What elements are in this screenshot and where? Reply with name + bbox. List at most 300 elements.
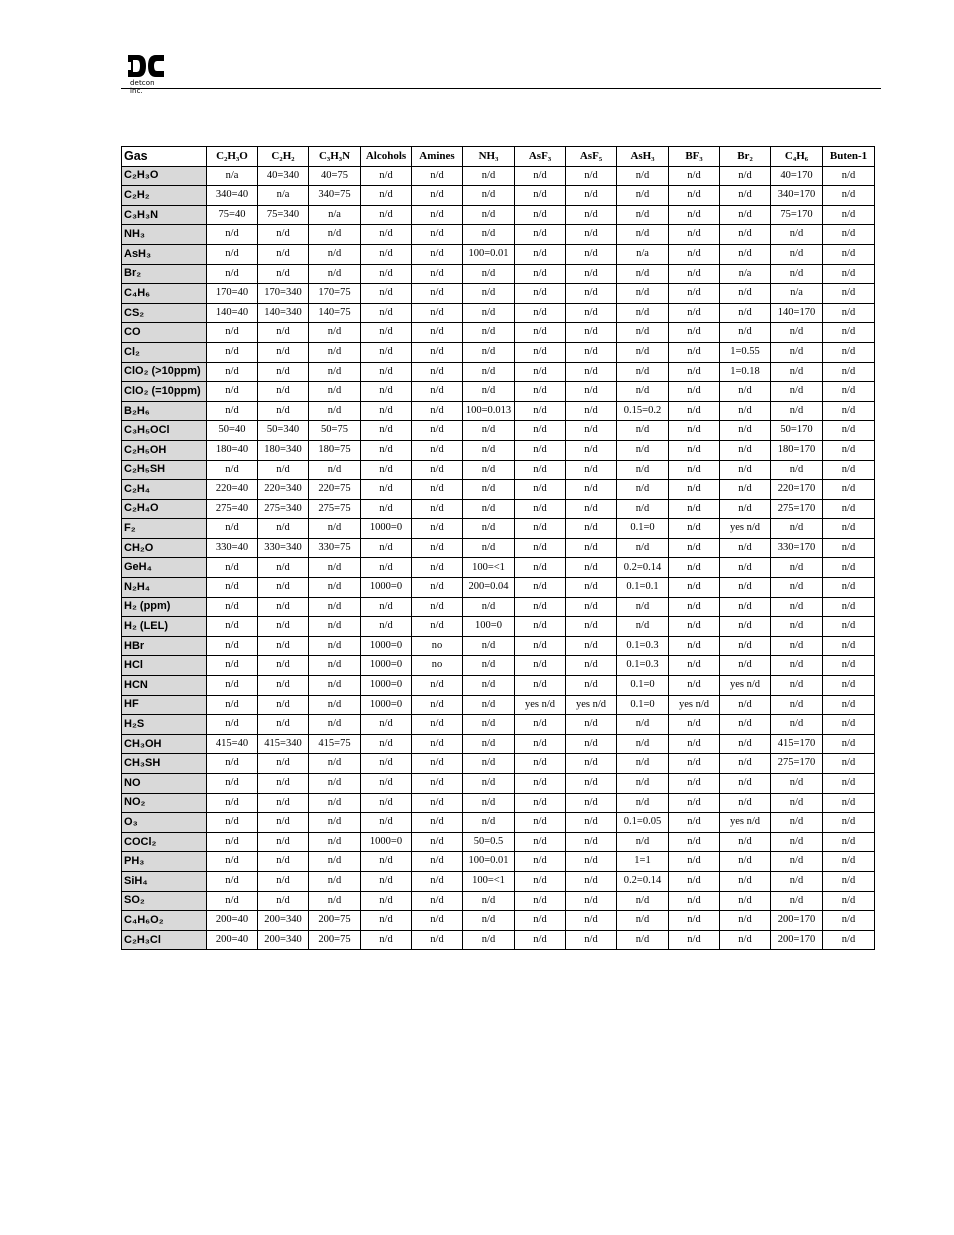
table-cell: n/d [309,871,361,891]
table-cell: n/d [515,186,566,206]
table-cell: n/a [309,205,361,225]
table-cell: 180=40 [207,440,258,460]
table-cell: n/d [823,440,875,460]
table-cell: n/d [361,244,412,264]
table-cell: n/d [207,695,258,715]
table-cell: n/d [823,852,875,872]
table-cell: n/d [823,636,875,656]
table-cell: n/d [515,754,566,774]
table-cell: n/d [463,342,515,362]
table-cell: 140=40 [207,303,258,323]
table-cell: 1=0.55 [720,342,771,362]
table-cell: n/d [258,578,309,598]
table-cell: n/d [720,597,771,617]
gas-name-cell: CH₃OH [122,734,207,754]
table-row [122,617,875,637]
table-cell: 0.1=0.05 [617,813,669,833]
table-cell: n/d [309,264,361,284]
table-cell: n/d [258,793,309,813]
column-header: Amines [412,147,463,167]
gas-name-cell: C₂H₃Cl [122,930,207,950]
table-cell: n/d [361,813,412,833]
table-cell: 0.1=0.3 [617,636,669,656]
column-header: NH₃ [463,147,515,167]
table-cell: n/d [669,871,720,891]
table-cell: n/d [412,323,463,343]
gas-name-cell: C₂H₂ [122,186,207,206]
table-cell: 100=<1 [463,558,515,578]
table-cell: n/d [515,911,566,931]
table-cell: n/d [412,205,463,225]
table-cell: n/d [823,695,875,715]
gas-name-cell: C₂H₅SH [122,460,207,480]
table-cell: n/d [258,636,309,656]
table-cell: n/d [463,225,515,245]
table-cell: n/d [258,401,309,421]
gas-name-cell: Br₂ [122,264,207,284]
table-cell: n/d [361,225,412,245]
gas-name-cell: C₃H₅OCl [122,421,207,441]
table-row [122,832,875,852]
table-cell: n/d [669,205,720,225]
table-cell: n/d [361,480,412,500]
table-cell: 330=340 [258,538,309,558]
table-cell: n/d [771,813,823,833]
table-cell: 415=170 [771,734,823,754]
gas-name-cell: PH₃ [122,852,207,872]
table-cell: n/d [823,597,875,617]
table-cell: n/d [617,362,669,382]
table-cell: 170=40 [207,284,258,304]
table-cell: n/d [207,832,258,852]
gas-name-cell: H₂ (LEL) [122,617,207,637]
table-cell: n/d [669,558,720,578]
table-cell: n/d [771,774,823,794]
table-cell: n/d [566,754,617,774]
table-cell: n/d [361,186,412,206]
table-cell: n/d [463,303,515,323]
table-cell: n/d [617,225,669,245]
table-cell: n/d [309,597,361,617]
table-cell: 40=75 [309,166,361,186]
table-cell: n/d [412,832,463,852]
table-cell: n/d [823,754,875,774]
table-cell: n/d [669,676,720,696]
table-cell: 0.1=0.3 [617,656,669,676]
table-cell: n/d [720,186,771,206]
table-cell: 40=170 [771,166,823,186]
table-cell: yes n/d [720,813,771,833]
table-cell: 200=340 [258,911,309,931]
table-cell: n/d [669,538,720,558]
table-cell: n/d [823,617,875,637]
table-cell: n/d [617,264,669,284]
table-cell: n/d [823,499,875,519]
table-cell: n/d [617,382,669,402]
table-cell: n/d [771,460,823,480]
table-cell: n/d [720,852,771,872]
table-cell: n/d [771,891,823,911]
table-cell: n/d [258,264,309,284]
table-cell: n/d [309,460,361,480]
table-cell: 1000=0 [361,676,412,696]
table-cell: n/d [309,676,361,696]
table-row [122,891,875,911]
cross-sensitivity-table [121,146,875,950]
gas-name-cell: H₂S [122,715,207,735]
gas-name-cell: CH₃SH [122,754,207,774]
table-cell: n/d [207,323,258,343]
table-cell: n/d [463,362,515,382]
table-cell: 1000=0 [361,832,412,852]
table-cell: 170=75 [309,284,361,304]
table-cell: n/d [309,754,361,774]
table-cell: n/d [669,323,720,343]
table-cell: n/d [771,401,823,421]
table-row [122,558,875,578]
table-row [122,284,875,304]
table-cell: 0.2=0.14 [617,871,669,891]
table-cell: 1000=0 [361,519,412,539]
table-cell: n/d [309,617,361,637]
gas-name-cell: CH₂O [122,538,207,558]
table-cell: n/d [720,617,771,637]
table-cell: n/d [566,558,617,578]
table-row [122,538,875,558]
gas-name-cell: SiH₄ [122,871,207,891]
table-cell: 100=0.01 [463,852,515,872]
table-cell: n/d [566,813,617,833]
table-cell: n/d [720,323,771,343]
table-cell: n/d [361,421,412,441]
table-cell: n/d [566,597,617,617]
table-row [122,440,875,460]
table-row [122,695,875,715]
column-header: BF₃ [669,147,720,167]
table-cell: n/d [515,460,566,480]
table-cell: n/d [412,284,463,304]
table-row [122,401,875,421]
table-cell: n/d [361,460,412,480]
gas-name-cell: C₂H₃O [122,166,207,186]
table-cell: 180=170 [771,440,823,460]
table-cell: 200=340 [258,930,309,950]
table-cell: n/d [207,362,258,382]
table-row [122,871,875,891]
table-cell: 330=75 [309,538,361,558]
table-cell: n/d [669,793,720,813]
table-cell: n/d [720,930,771,950]
table-row [122,166,875,186]
table-cell: n/d [566,480,617,500]
table-cell: n/d [771,715,823,735]
table-row [122,382,875,402]
table-cell: n/d [412,597,463,617]
table-cell: n/d [412,303,463,323]
table-cell: n/d [207,617,258,637]
table-cell: yes n/d [669,695,720,715]
table-cell: n/d [823,558,875,578]
table-cell: n/d [463,323,515,343]
table-cell: n/d [566,342,617,362]
table-cell: 75=340 [258,205,309,225]
table-cell: n/d [361,774,412,794]
table-cell: n/d [412,911,463,931]
table-cell: n/d [617,793,669,813]
table-cell: n/d [669,715,720,735]
table-row [122,225,875,245]
table-cell: 100=0.013 [463,401,515,421]
table-row [122,244,875,264]
table-cell: n/d [361,538,412,558]
table-cell: n/d [566,774,617,794]
table-cell: n/d [669,499,720,519]
table-cell: n/d [258,323,309,343]
table-cell: n/d [669,656,720,676]
gas-name-cell: SO₂ [122,891,207,911]
table-cell: n/d [669,362,720,382]
table-cell: n/d [361,362,412,382]
table-cell: n/d [669,813,720,833]
table-cell: 340=75 [309,186,361,206]
table-cell: n/d [823,774,875,794]
table-cell: n/d [463,911,515,931]
table-cell: n/d [515,284,566,304]
gas-name-cell: HF [122,695,207,715]
table-cell: n/d [669,225,720,245]
table-cell: n/d [823,930,875,950]
table-cell: n/d [309,656,361,676]
table-cell: n/d [669,303,720,323]
table-cell: n/d [617,499,669,519]
table-cell: n/d [258,695,309,715]
table-cell: n/d [823,382,875,402]
table-cell: n/d [361,382,412,402]
table-cell: n/d [771,323,823,343]
table-row [122,676,875,696]
table-row [122,186,875,206]
table-cell: n/d [515,225,566,245]
table-cell: 0.1=0 [617,519,669,539]
table-cell: n/d [617,930,669,950]
table-cell: n/d [412,225,463,245]
table-row [122,421,875,441]
table-cell: n/d [669,734,720,754]
table-cell: n/d [207,401,258,421]
table-cell: n/d [361,440,412,460]
table-cell: n/d [207,871,258,891]
table-cell: n/d [669,930,720,950]
table-cell: n/d [412,813,463,833]
table-cell: n/d [617,166,669,186]
table-cell: n/d [258,754,309,774]
table-cell: n/d [669,421,720,441]
table-cell: n/d [617,891,669,911]
table-cell: n/d [207,676,258,696]
table-cell: n/d [463,597,515,617]
gas-name-cell: F₂ [122,519,207,539]
table-cell: 200=170 [771,930,823,950]
page-header [121,52,881,95]
table-cell: 180=340 [258,440,309,460]
table-cell: n/d [720,636,771,656]
table-cell: n/d [771,852,823,872]
table-cell: n/d [669,519,720,539]
table-row [122,774,875,794]
table-cell: n/d [823,832,875,852]
table-cell: n/d [258,597,309,617]
table-cell: n/d [720,421,771,441]
table-cell: n/d [566,715,617,735]
table-cell: n/d [720,284,771,304]
table-cell: n/d [617,538,669,558]
table-cell: n/d [515,656,566,676]
table-cell: n/d [771,636,823,656]
table-cell: n/d [617,460,669,480]
table-cell: n/d [515,519,566,539]
table-cell: 415=340 [258,734,309,754]
table-cell: n/d [412,754,463,774]
table-cell: n/d [361,911,412,931]
table-cell: 1000=0 [361,695,412,715]
table-cell: n/d [207,774,258,794]
table-cell: n/d [823,891,875,911]
table-cell: n/d [207,225,258,245]
table-cell: 415=40 [207,734,258,754]
table-cell: yes n/d [720,519,771,539]
column-header: AsF₅ [566,147,617,167]
table-cell: n/d [258,460,309,480]
table-cell: n/d [515,205,566,225]
table-cell: n/d [463,480,515,500]
table-cell: 140=340 [258,303,309,323]
table-cell: n/d [463,186,515,206]
table-cell: n/d [566,734,617,754]
table-cell: 340=170 [771,186,823,206]
table-cell: n/d [771,617,823,637]
table-cell: n/a [258,186,309,206]
table-cell: n/d [515,774,566,794]
table-cell: n/d [566,832,617,852]
table-cell: n/d [412,382,463,402]
table-cell: n/d [309,832,361,852]
table-cell: n/d [771,695,823,715]
table-cell: no [412,636,463,656]
gas-name-cell: B₂H₆ [122,401,207,421]
table-cell: n/d [309,558,361,578]
gas-name-cell: Cl₂ [122,342,207,362]
table-cell: n/d [566,284,617,304]
table-cell: n/d [617,186,669,206]
table-row [122,656,875,676]
gas-name-cell: NO₂ [122,793,207,813]
table-cell: n/d [823,538,875,558]
detcon-logo [126,54,166,95]
table-cell: n/d [207,891,258,911]
table-cell: n/d [515,499,566,519]
table-cell: n/d [463,264,515,284]
table-cell: n/d [720,871,771,891]
table-cell: n/d [515,930,566,950]
table-cell: n/d [515,636,566,656]
table-cell: n/d [207,382,258,402]
table-cell: n/d [823,225,875,245]
table-body [122,166,875,950]
table-cell: n/d [617,323,669,343]
table-cell: 275=40 [207,499,258,519]
table-cell: n/d [566,930,617,950]
table-cell: n/d [463,440,515,460]
gas-name-cell: CS₂ [122,303,207,323]
table-row [122,303,875,323]
table-cell: n/d [823,715,875,735]
table-cell: n/d [309,891,361,911]
table-cell: n/d [566,793,617,813]
table-cell: n/d [771,558,823,578]
table-cell: n/d [309,244,361,264]
table-cell: 0.1=0.1 [617,578,669,598]
table-cell: n/d [669,440,720,460]
detcon-logo-mark [126,54,166,78]
table-cell: n/d [720,695,771,715]
table-cell: n/d [207,656,258,676]
table-cell: n/d [566,460,617,480]
table-cell: no [412,656,463,676]
table-cell: n/d [771,597,823,617]
table-cell: n/d [566,852,617,872]
table-cell: n/d [617,774,669,794]
table-cell: n/d [669,382,720,402]
table-cell: n/d [515,480,566,500]
table-cell: n/d [463,166,515,186]
table-cell: n/d [361,342,412,362]
table-cell: 100=0.01 [463,244,515,264]
table-row [122,578,875,598]
table-cell: n/d [771,793,823,813]
table-cell: n/d [515,538,566,558]
table-cell: n/d [566,871,617,891]
table-cell: 1000=0 [361,578,412,598]
table-cell: n/d [669,401,720,421]
table-cell: n/d [412,421,463,441]
table-cell: n/d [566,538,617,558]
table-cell: 170=340 [258,284,309,304]
table-cell: n/d [515,793,566,813]
table-cell: 50=170 [771,421,823,441]
table-cell: 0.1=0 [617,695,669,715]
table-cell: 180=75 [309,440,361,460]
table-cell: n/d [823,166,875,186]
table-cell: n/d [771,832,823,852]
table-cell: n/d [463,676,515,696]
table-cell: n/d [566,244,617,264]
table-cell: n/d [258,715,309,735]
table-cell: n/d [566,303,617,323]
table-cell: n/d [720,891,771,911]
table-cell: n/d [823,264,875,284]
table-cell: 75=170 [771,205,823,225]
table-cell: n/d [823,421,875,441]
table-cell: n/d [617,832,669,852]
table-cell: n/d [515,852,566,872]
table-cell: n/d [669,597,720,617]
table-cell: n/d [309,578,361,598]
table-row [122,460,875,480]
table-cell: n/d [463,284,515,304]
gas-name-cell: C₄H₆O₂ [122,911,207,931]
table-cell: n/d [412,930,463,950]
table-cell: n/d [463,891,515,911]
